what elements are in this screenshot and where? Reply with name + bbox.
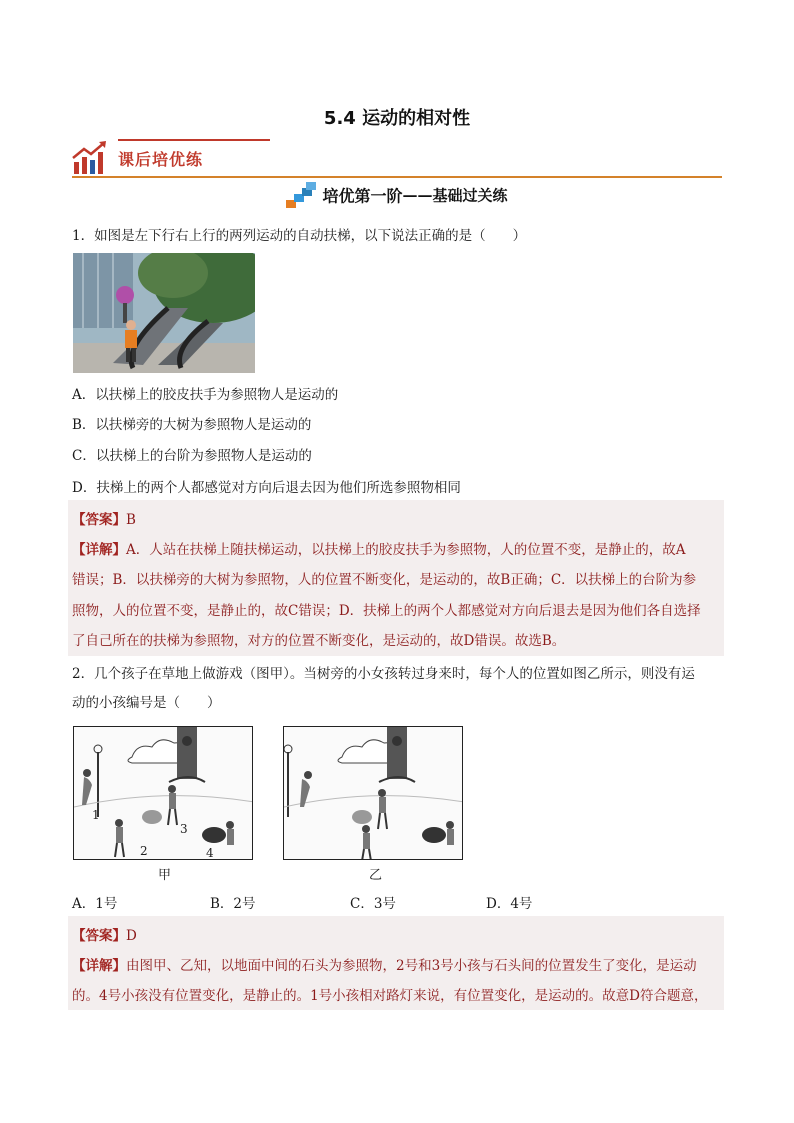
q1-option-b: B．以扶梯旁的大树为参照物人是运动的 bbox=[72, 417, 312, 433]
question-1-stem: 1．如图是左下行右上行的两列运动的自动扶梯，以下说法正确的是（ ） bbox=[72, 228, 527, 244]
section-heading bbox=[0, 182, 794, 208]
q1-answer-line bbox=[72, 508, 136, 528]
banner-top-line bbox=[118, 139, 270, 141]
answer-tag: 【答案】 bbox=[72, 512, 126, 528]
fig-jia-num-1: 1 bbox=[92, 808, 100, 822]
answer-tag: 【答案】 bbox=[72, 928, 126, 944]
stairs-icon bbox=[286, 182, 316, 208]
detail-tag: 【详解】 bbox=[72, 958, 126, 974]
q1-detail-line-4: 了自己所在的扶梯为参照物，对方的位置不断变化，是运动的，故D错误。故选B。 bbox=[72, 633, 566, 649]
figure-jia bbox=[73, 726, 253, 860]
q2-answer-value: D bbox=[126, 928, 137, 944]
banner-divider bbox=[72, 176, 722, 178]
q2-detail-line-2: 的。4号小孩没有位置变化，是静止的。1号小孩相对路灯来说，有位置变化，是运动的。故意D符合题意， bbox=[72, 988, 708, 1004]
page-title: 5.4 运动的相对性 bbox=[323, 108, 471, 129]
question-2-stem-line-2: 动的小孩编号是（ ） bbox=[72, 695, 221, 711]
section-main-title: 培优第一阶 bbox=[322, 186, 403, 206]
figure-yi-caption: 乙 bbox=[369, 868, 383, 883]
section-subtitle: 基础过关练 bbox=[432, 186, 508, 205]
escalator-photo bbox=[73, 253, 255, 373]
q1-option-c: C．以扶梯上的台阶为参照物人是运动的 bbox=[72, 448, 312, 464]
question-2-stem-line-1: 2．几个孩子在草地上做游戏（图甲）。当树旁的小女孩转过身来时，每个人的位置如图乙所示，则没有运 bbox=[72, 666, 695, 682]
q1-answer-box bbox=[68, 500, 724, 656]
detail-tag: 【详解】 bbox=[72, 542, 126, 558]
q1-detail-line-1 bbox=[72, 538, 686, 558]
fig-jia-num-4: 4 bbox=[206, 846, 214, 860]
q2-detail-line-1 bbox=[72, 954, 697, 974]
section-dash: —— bbox=[402, 186, 433, 204]
q2-answer-box bbox=[68, 916, 724, 1010]
q1-detail-line-3: 照物，人的位置不变，是静止的，故C错误；D．扶梯上的两个人都感觉对方向后退去是因为他们各自选择 bbox=[72, 603, 701, 619]
q2-option-c: C．3号 bbox=[350, 896, 396, 912]
figure-yi bbox=[283, 726, 463, 860]
q2-option-a: A．1号 bbox=[72, 896, 118, 912]
q2-option-b: B．2号 bbox=[210, 896, 256, 912]
fig-jia-num-2: 2 bbox=[140, 844, 148, 858]
q1-option-a: A．以扶梯上的胶皮扶手为参照物人是运动的 bbox=[72, 387, 339, 403]
chart-up-arrow-icon bbox=[72, 140, 108, 176]
figure-jia-caption: 甲 bbox=[158, 868, 172, 883]
q1-option-d: D．扶梯上的两个人都感觉对方向后退去因为他们所选参照物相同 bbox=[72, 480, 461, 496]
q2-answer-line bbox=[72, 924, 137, 944]
q2-option-d: D．4号 bbox=[486, 896, 533, 912]
banner-label: 课后培优练 bbox=[118, 150, 204, 169]
q1-detail-line-2: 错误；B．以扶梯旁的大树为参照物，人的位置不断变化，是运动的，故B正确；C．以扶梯上的台阶为参 bbox=[72, 572, 697, 588]
fig-jia-num-3: 3 bbox=[180, 822, 188, 836]
q1-detail-text-1: A．人站在扶梯上随扶梯运动，以扶梯上的胶皮扶手为参照物，人的位置不变，是静止的，故A bbox=[126, 542, 686, 558]
q2-detail-text-1: 由图甲、乙知，以地面中间的石头为参照物，2号和3号小孩与石头间的位置发生了变化，是运动 bbox=[126, 958, 697, 974]
section-banner bbox=[72, 136, 722, 180]
q1-answer-value: B bbox=[126, 512, 136, 528]
